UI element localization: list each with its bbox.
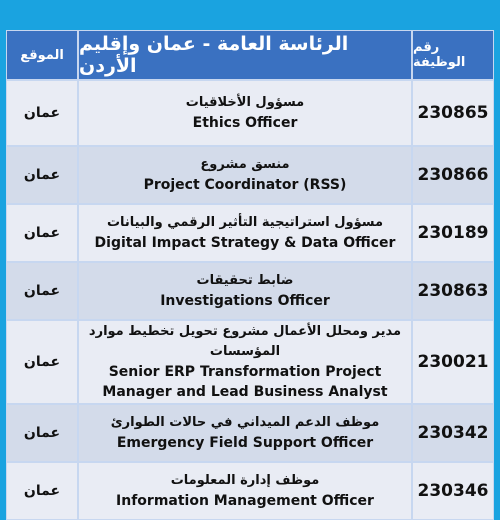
- table-title: الرئاسة العامة - عمان وإقليم الأردن: [78, 30, 412, 80]
- location-cell: عمان: [6, 204, 78, 262]
- job-title-en: Project Coordinator (RSS): [143, 177, 347, 193]
- location-cell: عمان: [6, 320, 78, 404]
- job-title-en: Senior ERP Transformation Project Manager and Lead Business Analyst: [102, 364, 388, 400]
- table-row: [6, 404, 494, 462]
- job-id-cell: 230863: [412, 262, 494, 320]
- job-id-cell: 230866: [412, 146, 494, 204]
- job-title-ar: موظف إدارة المعلومات: [170, 473, 320, 488]
- job-title-ar: موظف الدعم الميداني في حالات الطوارئ: [110, 415, 380, 430]
- location-header: الموقع: [6, 30, 78, 80]
- location-cell: عمان: [6, 462, 78, 520]
- job-id-cell: 230021: [412, 320, 494, 404]
- jobs-table: [6, 30, 494, 520]
- job-id-cell: 230342: [412, 404, 494, 462]
- table-row: [6, 204, 494, 262]
- job-title-cell: [78, 80, 412, 146]
- job-title-en: Digital Impact Strategy & Data Officer: [94, 235, 396, 251]
- job-title-cell: [78, 404, 412, 462]
- location-cell: عمان: [6, 262, 78, 320]
- job-id-cell: 230189: [412, 204, 494, 262]
- job-title-en: Emergency Field Support Officer: [116, 435, 374, 451]
- table-row: [6, 262, 494, 320]
- job-title-en: Ethics Officer: [192, 115, 298, 131]
- table-header: [6, 30, 494, 80]
- location-cell: عمان: [6, 80, 78, 146]
- job-title-cell: [78, 204, 412, 262]
- location-cell: عمان: [6, 404, 78, 462]
- job-title-en: Information Management Officer: [116, 493, 374, 509]
- location-cell: عمان: [6, 146, 78, 204]
- job-title-en: Investigations Officer: [160, 293, 330, 309]
- job-title-cell: [78, 320, 412, 404]
- job-title-cell: [78, 146, 412, 204]
- job-id-cell: 230346: [412, 462, 494, 520]
- job-title-ar: منسق مشروع: [200, 157, 290, 172]
- job-id-cell: 230865: [412, 80, 494, 146]
- job-title-ar: مسؤول الأخلاقيات: [185, 95, 305, 110]
- job-title-cell: [78, 462, 412, 520]
- table-row: [6, 462, 494, 520]
- job-title-ar: ضابط تحقيقات: [196, 273, 294, 288]
- table-row: [6, 80, 494, 146]
- table-row: [6, 320, 494, 404]
- job-title-ar: مسؤول استراتيجية التأثير الرقمي والبيانات: [106, 215, 384, 230]
- job-title-cell: [78, 262, 412, 320]
- job-id-header: رقم الوظيفة: [412, 30, 494, 80]
- table-row: [6, 146, 494, 204]
- job-title-ar: مدير ومحلل الأعمال مشروع تحويل تخطيط موارد المؤسسات: [88, 324, 402, 359]
